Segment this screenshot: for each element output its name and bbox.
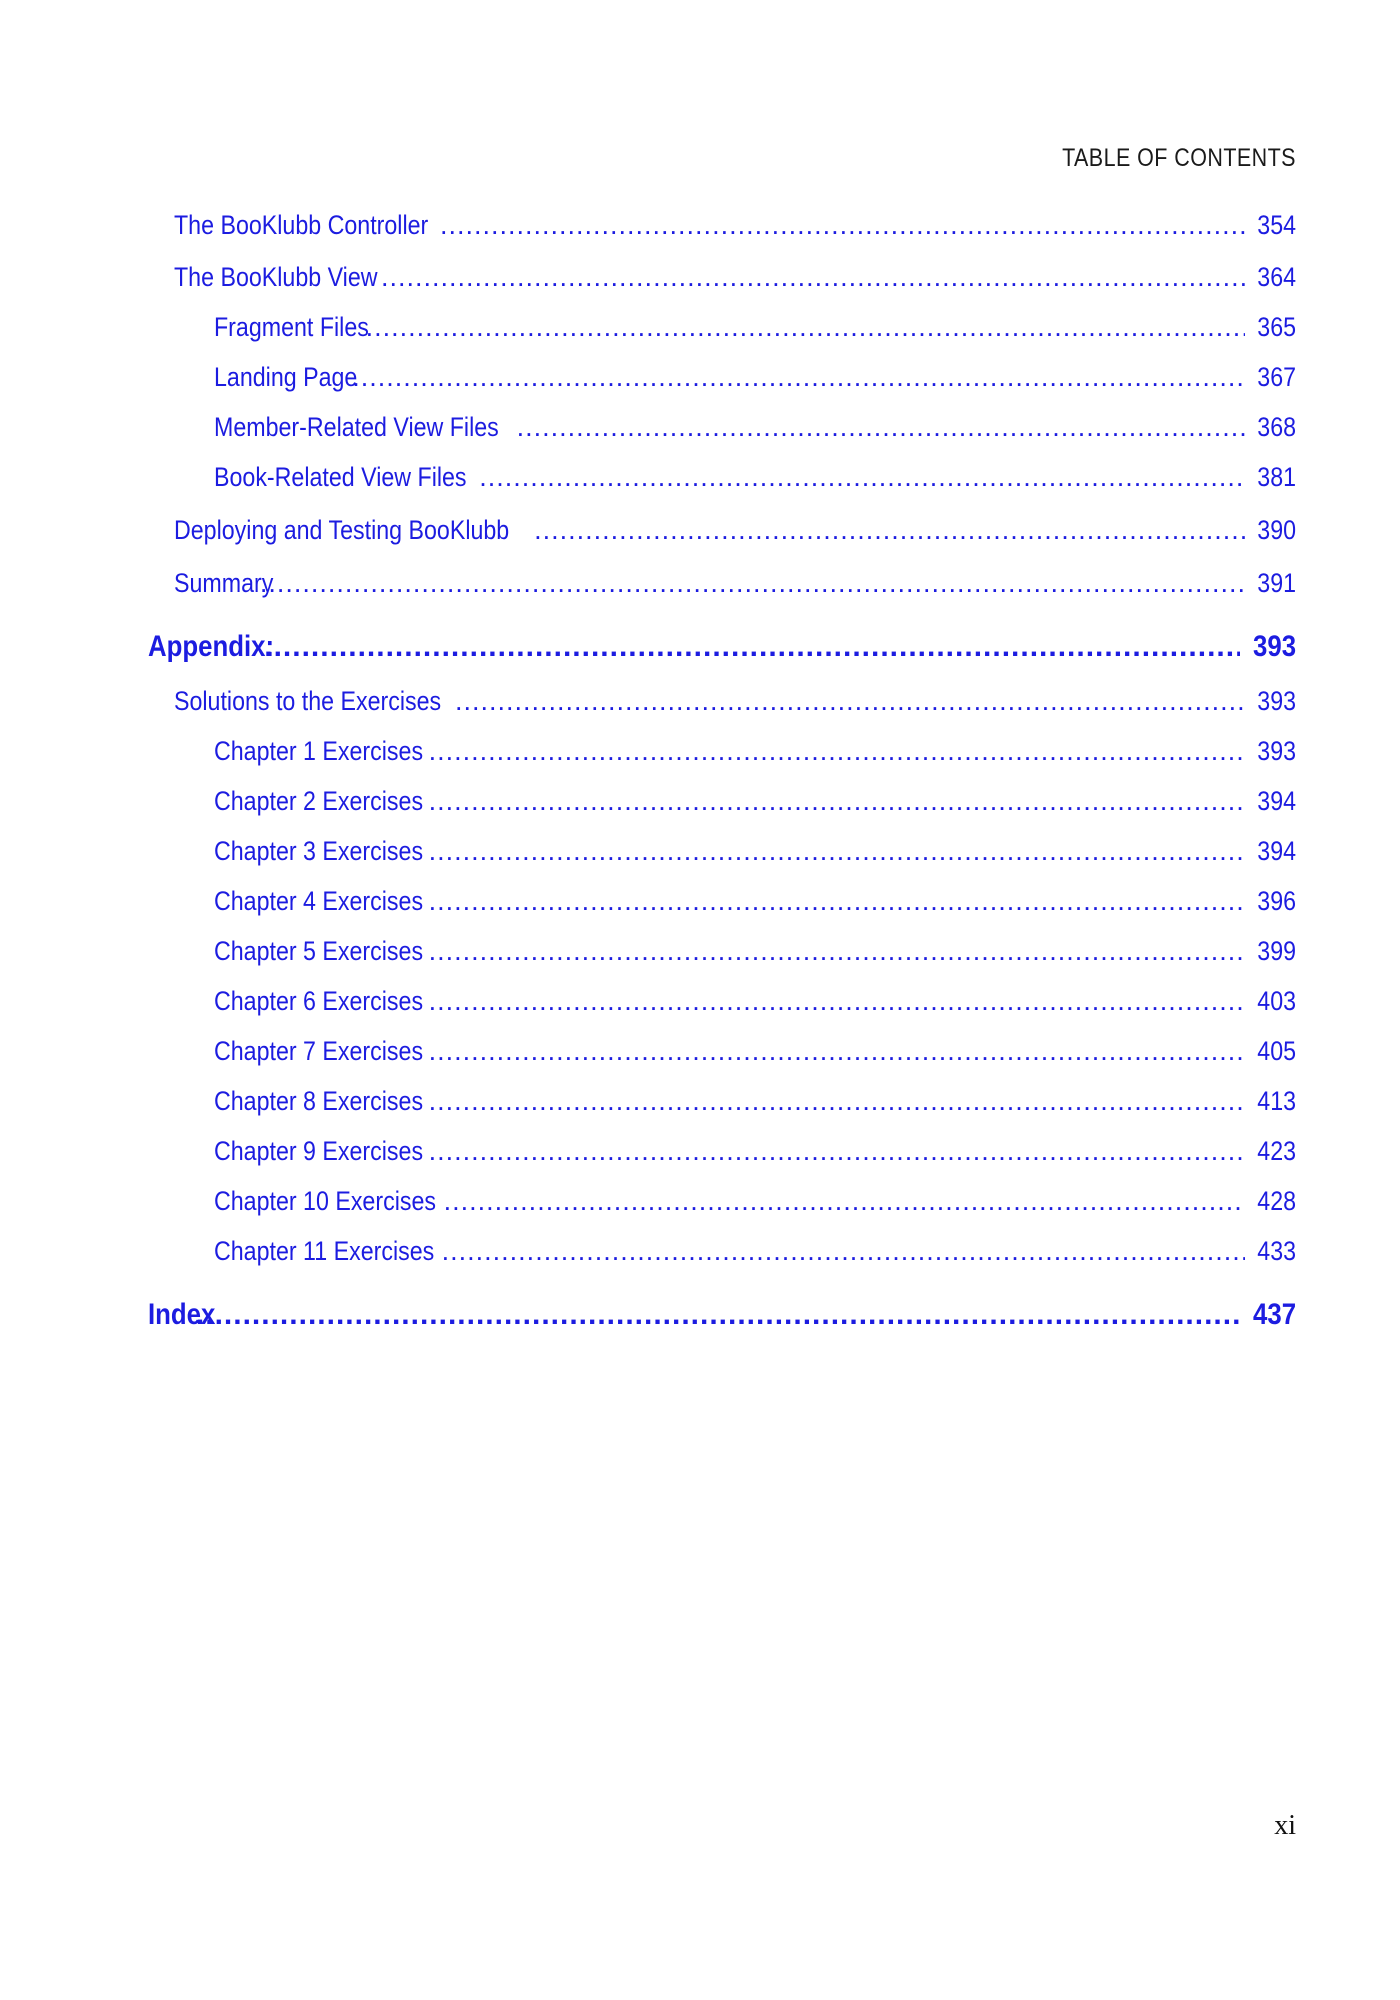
- toc-entry-title: Chapter 9 Exercises: [214, 1136, 424, 1166]
- toc-entry-title: The BooKlubb Controller: [174, 210, 429, 240]
- toc-entry-title: Chapter 4 Exercises: [214, 886, 424, 916]
- toc-entry-title: Book-Related View Files: [214, 462, 467, 492]
- toc-entry-page: 433: [1257, 1236, 1296, 1266]
- toc-entry-title: The BooKlubb View: [174, 262, 378, 292]
- toc-dot-leader: [429, 736, 1245, 767]
- toc-entry[interactable]: [214, 412, 1296, 443]
- toc-entry-page: 381: [1257, 462, 1296, 492]
- toc-dot-leader: [429, 936, 1245, 967]
- toc-entry-title: Chapter 7 Exercises: [214, 1036, 424, 1066]
- toc-entry[interactable]: [214, 836, 1296, 867]
- toc-entry[interactable]: [174, 210, 1296, 241]
- toc-entry-title: Chapter 6 Exercises: [214, 986, 424, 1016]
- toc-entry[interactable]: [214, 312, 1296, 343]
- toc-dot-leader: [444, 1186, 1245, 1217]
- toc-entry-page: 399: [1257, 936, 1296, 966]
- toc-dot-leader: [534, 515, 1245, 546]
- toc-entry-page: 396: [1257, 886, 1296, 916]
- toc-dot-leader: [517, 412, 1245, 443]
- toc-entry[interactable]: [214, 1036, 1296, 1067]
- toc-dot-leader: [366, 312, 1245, 343]
- toc-entry-title: Chapter 8 Exercises: [214, 1086, 424, 1116]
- toc-entry-title: Chapter 5 Exercises: [214, 936, 424, 966]
- toc-dot-leader: [429, 786, 1245, 817]
- toc-entry-page: 368: [1257, 412, 1296, 442]
- toc-entry-title: Index: [148, 1298, 216, 1331]
- toc-entry-title: Summary: [174, 568, 274, 598]
- toc-entry-title: Chapter 10 Exercises: [214, 1186, 436, 1216]
- toc-dot-leader: [196, 1298, 1240, 1332]
- toc-entry[interactable]: [214, 936, 1296, 967]
- toc-entry[interactable]: [174, 262, 1296, 293]
- toc-entry[interactable]: [214, 986, 1296, 1017]
- toc-dot-leader: [429, 1136, 1245, 1167]
- toc-entry-title: Member-Related View Files: [214, 412, 499, 442]
- toc-entry-page: 393: [1252, 630, 1296, 663]
- toc-dot-leader: [264, 630, 1240, 664]
- toc-entry-title: Landing Page: [214, 362, 358, 392]
- toc-entry[interactable]: [174, 515, 1296, 546]
- toc-entry-title: Appendix:: [148, 630, 275, 663]
- toc-entry-title: Solutions to the Exercises: [174, 686, 442, 716]
- toc-entry[interactable]: [214, 886, 1296, 917]
- toc-entry-title: Chapter 11 Exercises: [214, 1236, 435, 1266]
- toc-entry-title: Chapter 3 Exercises: [214, 836, 424, 866]
- toc-dot-leader: [429, 886, 1245, 917]
- toc-entry-page: 423: [1257, 1136, 1296, 1166]
- toc-dot-leader: [442, 1236, 1245, 1267]
- toc-entry-page: 394: [1257, 836, 1296, 866]
- toc-entry[interactable]: [214, 1236, 1296, 1267]
- toc-dot-leader: [429, 986, 1245, 1017]
- toc-entry-title: Chapter 1 Exercises: [214, 736, 424, 766]
- toc-entry-page: 394: [1257, 786, 1296, 816]
- toc-entry-page: 367: [1257, 362, 1296, 392]
- toc-entry[interactable]: [214, 786, 1296, 817]
- toc-entry-page: 428: [1257, 1186, 1296, 1216]
- toc-dot-leader: [429, 1086, 1245, 1117]
- toc-entry[interactable]: [214, 1136, 1296, 1167]
- toc-entry-page: 365: [1257, 312, 1296, 342]
- toc-entry-title: Chapter 2 Exercises: [214, 786, 424, 816]
- toc-entry[interactable]: [214, 736, 1296, 767]
- toc-dot-leader: [260, 568, 1245, 599]
- toc-entry[interactable]: [214, 1186, 1296, 1217]
- toc-entry[interactable]: [148, 1298, 1296, 1332]
- toc-entry-page: 393: [1257, 736, 1296, 766]
- toc-entry[interactable]: [174, 686, 1296, 717]
- toc-entry-page: 393: [1257, 686, 1296, 716]
- toc-entry-page: 405: [1257, 1036, 1296, 1066]
- toc-entry-page: 364: [1257, 262, 1296, 292]
- toc-entry[interactable]: [214, 462, 1296, 493]
- toc-dot-leader: [429, 836, 1245, 867]
- toc-entry-page: 403: [1257, 986, 1296, 1016]
- toc-dot-leader: [429, 1036, 1245, 1067]
- toc-entry[interactable]: [214, 362, 1296, 393]
- toc-dot-leader: [381, 262, 1245, 293]
- page-folio: xi: [1274, 1810, 1296, 1841]
- toc-entry[interactable]: [174, 568, 1296, 599]
- toc-entry-page: 413: [1257, 1086, 1296, 1116]
- toc-entry-page: 390: [1257, 515, 1296, 545]
- running-head: TABLE OF CONTENTS: [1062, 144, 1296, 172]
- toc-dot-leader: [352, 362, 1245, 393]
- toc-entry[interactable]: [148, 630, 1296, 664]
- toc-entry-page: 354: [1257, 210, 1296, 240]
- toc-entry-page: 437: [1252, 1298, 1296, 1331]
- toc-entry[interactable]: [214, 1086, 1296, 1117]
- toc-dot-leader: [479, 462, 1245, 493]
- toc-entry-title: Deploying and Testing BooKlubb: [174, 515, 510, 545]
- toc-entry-page: 391: [1257, 568, 1296, 598]
- toc-entry-title: Fragment Files: [214, 312, 369, 342]
- toc-dot-leader: [440, 210, 1245, 241]
- toc-dot-leader: [455, 686, 1245, 717]
